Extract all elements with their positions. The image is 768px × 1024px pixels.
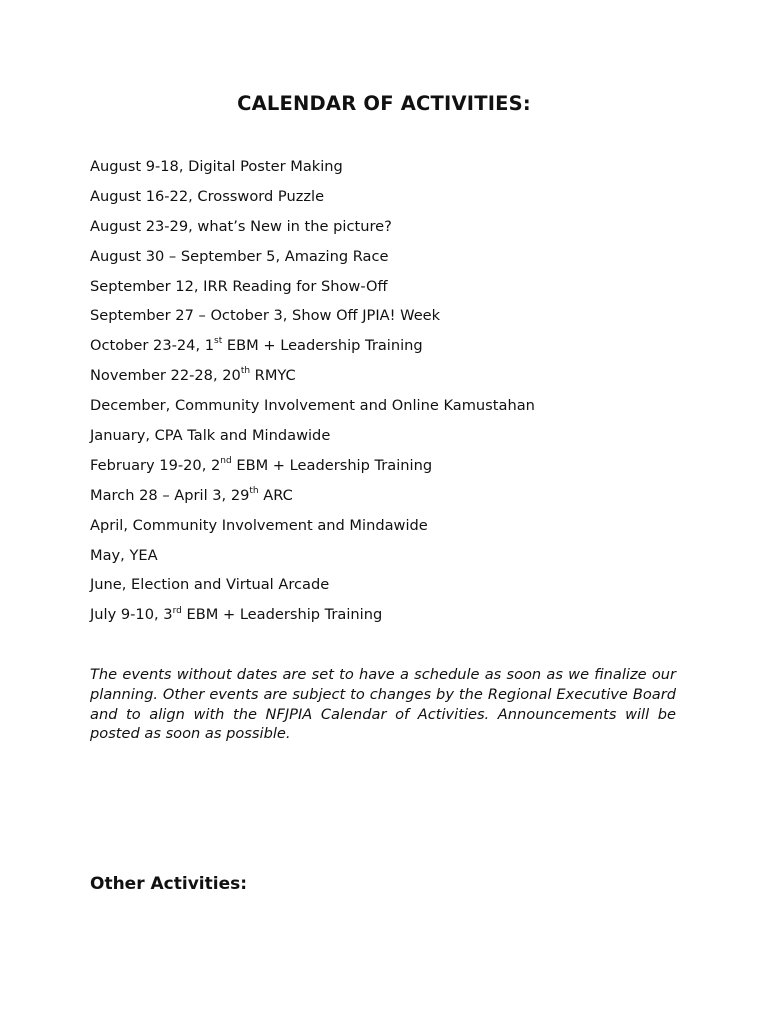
event-item bbox=[90, 247, 690, 277]
event-text: August 23-29, what’s New in the picture? bbox=[90, 217, 392, 235]
event-text: December, Community Involvement and Online Kamustahan bbox=[90, 397, 535, 415]
event-text: August 30 – September 5, Amazing Race bbox=[90, 247, 389, 265]
event-text: January, CPA Talk and Mindawide bbox=[90, 427, 331, 445]
event-text-suffix: EBM + Leadership Training bbox=[231, 456, 433, 474]
page-title: CALENDAR OF ACTIVITIES: bbox=[237, 92, 531, 115]
event-text: November 22-28, 20 bbox=[90, 367, 241, 385]
event-item bbox=[90, 157, 690, 187]
event-item bbox=[90, 456, 690, 486]
event-item bbox=[90, 546, 690, 576]
event-text-suffix: ARC bbox=[258, 486, 293, 504]
event-text-suffix: EBM + Leadership Training bbox=[181, 606, 383, 624]
event-text: July 9-10, 3 bbox=[90, 606, 173, 624]
event-text: September 27 – October 3, Show Off JPIA! Week bbox=[90, 307, 441, 325]
other-activities-heading: Other Activities: bbox=[90, 874, 248, 894]
ordinal-suffix: nd bbox=[220, 456, 232, 467]
event-text-suffix: EBM + Leadership Training bbox=[222, 337, 423, 355]
ordinal-suffix: rd bbox=[172, 605, 182, 616]
event-text: September 12, IRR Reading for Show-Off bbox=[90, 277, 388, 295]
event-item bbox=[90, 486, 690, 516]
events-list bbox=[90, 157, 690, 635]
event-item bbox=[90, 306, 690, 336]
event-item bbox=[90, 187, 690, 217]
event-item bbox=[90, 516, 690, 546]
event-text: May, YEA bbox=[90, 546, 158, 564]
event-text: June, Election and Virtual Arcade bbox=[90, 576, 330, 594]
schedule-note: The events without dates are set to have a schedule as soon as we finalize our planning. Other events are subject to changes by the Regional Executive Board and to align with the NFJPIA Calendar of Activities. Announcements will be posted as soon as possible. bbox=[90, 666, 676, 743]
event-text: August 16-22, Crossword Puzzle bbox=[90, 187, 325, 205]
event-text: October 23-24, 1 bbox=[90, 337, 215, 355]
event-text: March 28 – April 3, 29 bbox=[90, 486, 250, 504]
event-item bbox=[90, 575, 690, 605]
event-item bbox=[90, 366, 690, 396]
event-item bbox=[90, 426, 690, 456]
ordinal-suffix: st bbox=[214, 336, 223, 347]
event-item bbox=[90, 336, 690, 366]
event-item bbox=[90, 277, 690, 307]
event-item bbox=[90, 396, 690, 426]
ordinal-suffix: th bbox=[240, 366, 251, 377]
event-item bbox=[90, 217, 690, 247]
event-text: April, Community Involvement and Mindawide bbox=[90, 516, 428, 534]
event-item bbox=[90, 605, 690, 635]
event-text: August 9-18, Digital Poster Making bbox=[90, 158, 343, 175]
ordinal-suffix: th bbox=[249, 485, 259, 496]
event-text: February 19-20, 2 bbox=[90, 456, 221, 474]
event-text-suffix: RMYC bbox=[250, 367, 296, 385]
